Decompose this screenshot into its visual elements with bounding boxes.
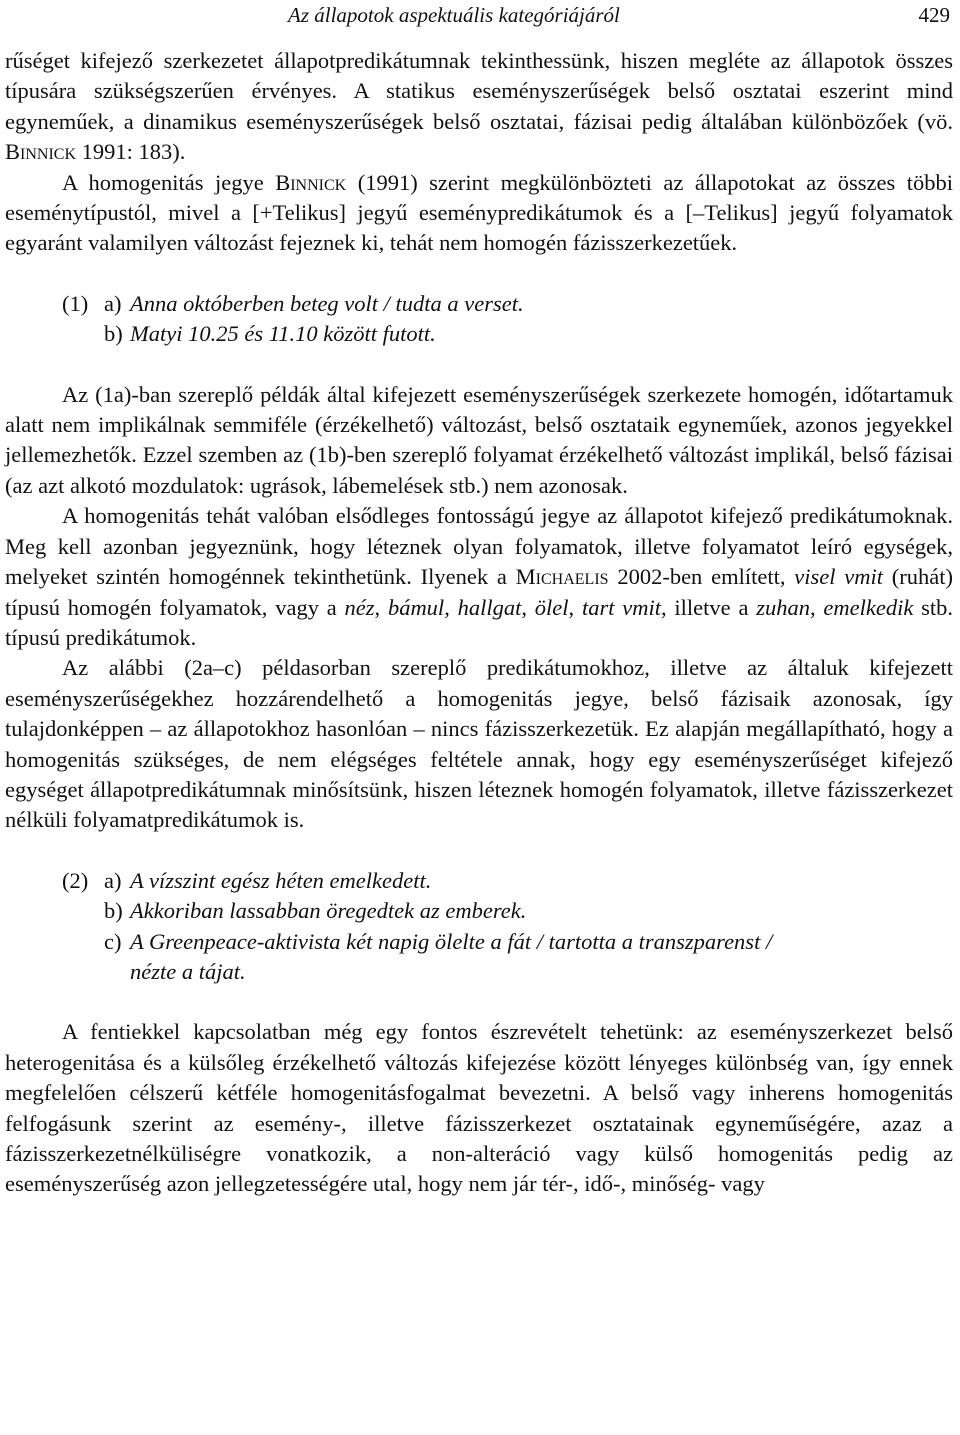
example-number: (1)	[62, 290, 89, 316]
author-citation: Binnick	[275, 169, 347, 195]
example-sentence-continued: nézte a tájat.	[130, 958, 246, 984]
author-citation: Binnick	[5, 139, 76, 165]
example-sentence: A vízszint egész héten emelkedett.	[130, 867, 432, 893]
paragraph-3: A homogenitás tehát valóban elsődleges fontosságú jegye az állapotot kifejező predikátumoknak. Meg kell azonban jegyeznünk, hogy léteznek olyan folyamatok, illetve folyamatot leíró egységek, melyeket szintén homogénnek tekinthetünk. Ilyenek a Michaelis 2002-ben említett, visel vmit (ruhát) típusú homogén folyamatok, vagy a néz, bámul, hallgat, ölel, tart vmit, illetve a zuhan, emelkedik stb. típusú predikátumok.	[5, 503, 954, 650]
paragraph-2: Az (1a)-ban szereplő példák által kifejezett eseményszerűségek szerkezete homogén, időtartamuk alatt nem implikálnak semmiféle (érzékelhető) változást, belső osztataik egyneműek, azonos jegyekkel jellemezhetők. Ezzel szemben az (1b)-ben szereplő folyamat érzékelhető változást implikál, belső fázisai (az azt alkotó mozdulatok: ugrások, lábemelések stb.) nem azonosak.	[5, 381, 953, 498]
example-label: b)	[104, 321, 123, 347]
example-label: a)	[104, 867, 122, 893]
example-sentence: Anna októberben beteg volt / tudta a verset.	[130, 290, 524, 316]
paragraph-0: rűséget kifejező szerkezetet állapotpredikátumnak tekinthessünk, hiszen megléte az állapotok összes típusára szükségszerűen érvényes. A statikus eseményszerűségek belső osztatai eszerint mind egyneműek, a dinamikus eseményszerűségek belső osztatai, fázisai pedig általában különbözőek (vö. Binnick 1991: 183).	[5, 48, 953, 165]
running-title: Az állapotok aspektuális kategóriájáról	[288, 3, 620, 27]
example-sentence: Akkoriban lassabban öregedtek az emberek.	[130, 898, 527, 924]
paragraph-1: A homogenitás jegye Binnick (1991) szerint megkülönbözteti az állapotokat az összes többi eseménytípustól, mivel a [+Telikus] jegyű eseménypredikátumok és a [–Telikus] jegyű folyamatok egyaránt valamilyen változást fejeznek ki, tehát nem homogén fázisszerkezetűek.	[5, 169, 953, 256]
body-text	[5, 46, 953, 1200]
example-2	[5, 866, 953, 988]
author-citation: Michaelis	[515, 564, 609, 590]
example-sentence: A Greenpeace-aktivista két napig ölelte a fát / tartotta a transzparenst /	[130, 928, 773, 954]
paragraph-5: A fentiekkel kapcsolatban még egy fontos észrevételt tehetünk: az eseményszerkezet belső heterogenitása és a külsőleg érzékelhető változás kifejezése között lényeges különbség van, így ennek megfelelően célszerű kétféle homogenitásfogalmat bevezetni. A belső vagy inherens homogenitás felfogásunk szerint az esemény-, illetve fázisszerkezet osztatainak egyneműségére, azaz a fázisszerkezetnélküliségre vonatkozik, a non-alteráció vagy külső homogenitás pedig az eseményszerűség azon jellegzetességére utal, hogy nem jár tér-, idő-, minőség- vagy	[5, 1019, 953, 1197]
example-label: c)	[104, 928, 122, 954]
example-label: a)	[104, 290, 122, 316]
paragraph-4: Az alábbi (2a–c) példasorban szereplő predikátumokhoz, illetve az általuk kifejezett eseményszerűségekhez hozzárendelhető a homogenitás jegye, belső fázisaik azonosak, így tulajdonképpen – az állapotokhoz hasonlóan – nincs fázisszerkezetük. Ez alapján megállapítható, hogy a homogenitás szükséges, de nem elégséges feltétele annak, hogy egy eseményszerűséget kifejező egységet állapotpredikátumnak minősítsünk, hiszen léteznek homogén folyamatok, illetve fázisszerkezet nélküli folyamatpredikátumok is.	[5, 655, 953, 833]
example-label: b)	[104, 898, 123, 924]
example-number: (2)	[62, 867, 89, 893]
page-number: 429	[918, 3, 950, 27]
example-1	[5, 289, 953, 350]
page-header	[0, 0, 960, 40]
example-sentence: Matyi 10.25 és 11.10 között futott.	[130, 321, 436, 347]
